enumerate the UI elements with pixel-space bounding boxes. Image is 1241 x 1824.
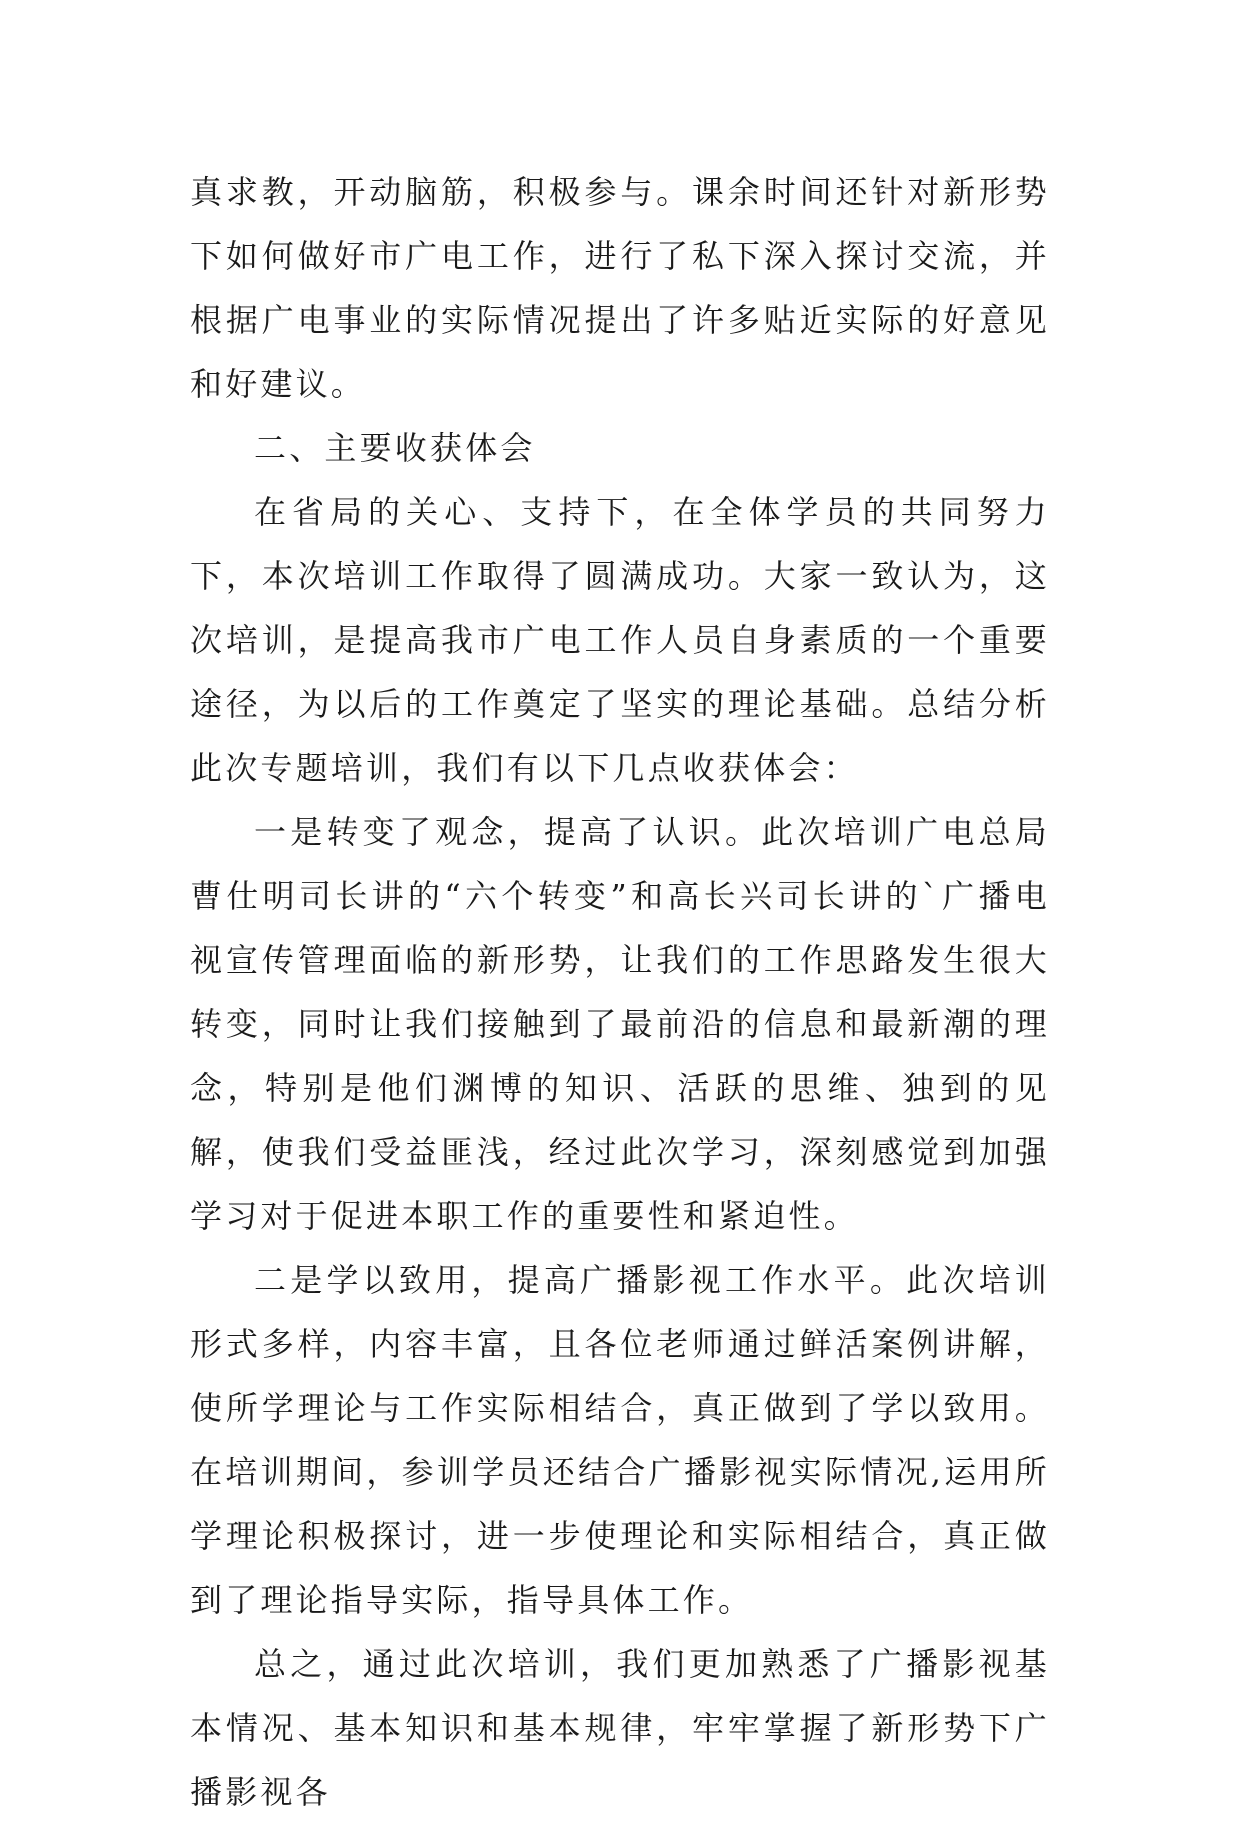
paragraph-conclusion: 总之，通过此次培训，我们更加熟悉了广播影视基本情况、基本知识和基本规律，牢牢掌握了新形势下广播影视各 (190, 1645, 1050, 1811)
section-heading: 二、主要收获体会 (254, 429, 536, 467)
paragraph-continuation: 真求教，开动脑筋，积极参与。课余时间还针对新形势下如何做好市广电工作，进行了私下深入探讨交流，并根据广电事业的实际情况提出了许多贴近实际的好意见和好建议。 (190, 173, 1050, 403)
paragraph-intro: 在省局的关心、支持下，在全体学员的共同努力下，本次培训工作取得了圆满成功。大家一致认为，这次培训，是提高我市广电工作人员自身素质的一个重要途径，为以后的工作奠定了坚实的理论基础。总结分析此次专题培训，我们有以下几点收获体会： (190, 493, 1050, 787)
document-body (190, 160, 1050, 1824)
paragraph-point-one: 一是转变了观念，提高了认识。此次培训广电总局曹仕明司长讲的“六个转变”和高长兴司长讲的`广播电视宣传管理面临的新形势，让我们的工作思路发生很大转变，同时让我们接触到了最前沿的信息和最新潮的理念，特别是他们渊博的知识、活跃的思维、独到的见解，使我们受益匪浅，经过此次学习，深刻感觉到加强学习对于促进本职工作的重要性和紧迫性。 (190, 813, 1050, 1235)
paragraph-point-two: 二是学以致用，提高广播影视工作水平。此次培训形式多样，内容丰富，且各位老师通过鲜活案例讲解，使所学理论与工作实际相结合，真正做到了学以致用。在培训期间，参训学员还结合广播影视实际情况,运用所学理论积极探讨，进一步使理论和实际相结合，真正做到了理论指导实际，指导具体工作。 (190, 1261, 1050, 1619)
